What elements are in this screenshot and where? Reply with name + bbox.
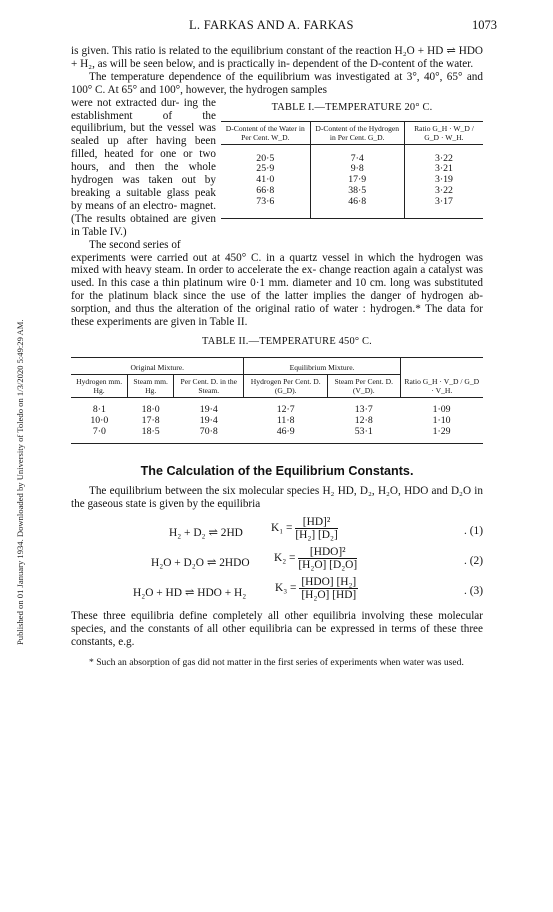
equation-1	[71, 516, 483, 546]
table-1-caption: TABLE I.—TEMPERATURE 20° C.	[271, 101, 433, 113]
equation-k-label: K₃ =	[275, 582, 297, 595]
paragraph-second-series: experiments were carried out at 450° C. in a quartz vessel in which the hydrogen was mixed with heavy steam. In order to accelerate the ex- change reaction again a catalyst was used. In this case a thin platinum wire 0·1 mm. diameter and 10 cm. long was substituted for the platinum black since the use of the latter implies the danger of hydrogen ab- sorption, and thus the alteration of the original ratio of water : hydrogen.* The data for these experiments are given in Table II.	[71, 251, 483, 329]
table-1-header-ratio: Ratio G_H · W_D / G_D · W_H.	[414, 123, 474, 142]
equation-reaction: H₂O + HD ⇌ HDO + H₂	[133, 587, 247, 600]
table-cell: 3·22	[434, 152, 453, 164]
table-2-header-eq-hydrogen: Hydrogen Per Cent. D. (G_D).	[244, 374, 327, 397]
table-cell: 38·5	[310, 186, 404, 197]
table-cell: 25·9	[256, 163, 275, 175]
table-cell: 20·5	[256, 152, 275, 164]
paragraph-second-series-start: The second series of	[89, 238, 181, 251]
section-title: The Calculation of the Equilibrium Constants.	[140, 464, 414, 479]
equation-number: . (3)	[464, 585, 483, 598]
equation-reaction: H₂O + D₂O ⇌ 2HDO	[151, 557, 250, 570]
equation-reaction: H₂ + D₂ ⇌ 2HD	[169, 527, 243, 540]
table-cell: 73·6	[256, 195, 275, 207]
download-side-note	[3, 70, 25, 650]
equation-fraction	[295, 516, 337, 541]
equation-constant	[275, 576, 358, 601]
table-cell: 12·7	[276, 403, 295, 415]
paragraph-define: These three equilibria define completely all other equilibria involving these molecular species, and the constants of all other equilibria can be expressed in terms of these three constants, e.g.	[71, 610, 483, 648]
table-cell: 19·4	[199, 403, 218, 415]
equation-3	[71, 576, 483, 606]
table-1	[221, 97, 483, 219]
table-cell: 13·7	[354, 403, 373, 415]
equation-fraction	[298, 546, 357, 571]
equation-numerator: [HDO] [H₂]	[301, 576, 357, 589]
wrapped-text-column	[71, 97, 216, 252]
footnote: * Such an absorption of gas did not matter in the first series of experiments when water was used.	[89, 656, 464, 668]
table-cell: 41·0	[256, 174, 275, 186]
table-cell: 7·4	[310, 154, 404, 165]
table-cell: 66·8	[256, 185, 275, 197]
table-row	[71, 427, 483, 438]
table-cell: 46·8	[310, 197, 404, 208]
table-2-header-ratio: Ratio G_H · V_D / G_D · V_H.	[400, 357, 483, 397]
table-2-header-eq-steam: Steam Per Cent. D. (V_D).	[327, 374, 400, 397]
table-cell: 3·21	[434, 163, 453, 175]
paragraph-ratio: is given. This ratio is related to the equilibrium constant of the reaction H₂O + HD ⇌ HDO + H₂, as will be seen below, and is practically in- dependent of the D-content of the water.	[71, 45, 483, 70]
table-2-caption: TABLE II.—TEMPERATURE 450° C.	[202, 335, 372, 347]
table-cell: 19·4	[199, 414, 218, 426]
table-cell: 10·0	[90, 414, 109, 426]
table-cell: 53·1	[354, 425, 373, 437]
table-2-group-original: Original Mixture.	[71, 357, 244, 374]
running-title: L. FARKAS AND A. FARKAS	[189, 18, 354, 32]
table-2-group-equilibrium: Equilibrium Mixture.	[289, 362, 355, 372]
wrapped-section	[71, 97, 483, 252]
table-cell: 11·8	[276, 414, 295, 426]
equation-k-label: K₁ =	[271, 522, 293, 535]
equation-constant	[271, 516, 338, 541]
table-cell: 3·22	[434, 185, 453, 197]
table-cell: 18·0	[141, 403, 160, 415]
table-cell: 1·10	[432, 414, 451, 426]
table-cell: 1·09	[432, 403, 451, 415]
table-cell: 70·8	[199, 425, 218, 437]
equation-denominator: [H₂] [D₂]	[295, 529, 338, 542]
equation-constant	[274, 546, 357, 571]
table-cell: 46·9	[276, 425, 295, 437]
table-cell: 9·8	[310, 164, 404, 175]
table-2-header-steam: Steam mm. Hg.	[128, 374, 174, 397]
paragraph-equilibrium: The equilibrium between the six molecular species H₂ HD, D₂, H₂O, HDO and D₂O in the gaseous state is given by the equilibria	[71, 485, 483, 511]
journal-page	[71, 0, 497, 668]
equation-number: . (2)	[464, 555, 483, 568]
table-cell: 8·1	[92, 403, 106, 415]
equation-fraction	[299, 576, 358, 601]
table-1-header-water: D-Content of the Water in Per Cent. W_D.	[225, 123, 305, 142]
side-note-text: Published on 01 January 1934. Downloaded by University of Toledo on 1/3/2020 5:49:29 AM.	[15, 319, 25, 645]
equation-denominator: [H₂O] [D₂O]	[298, 559, 358, 572]
equation-numerator: [HD]²	[295, 516, 337, 529]
table-2-header-steam-percent: Per Cent. D. in the Steam.	[174, 374, 244, 397]
paragraph-wrapped: were not extracted dur- ing the establishment of the equilibrium, but the vessel was sealed up after having been filled, heated for one or two hours, and then the whole hydrogen was taken out by breaking a suitable glass peak by means of an electro- magnet. (The results obtained are given in Table IV.)	[71, 96, 216, 238]
equation-number: . (1)	[464, 525, 483, 538]
table-row	[221, 197, 483, 208]
table-cell: 3·17	[434, 195, 453, 207]
equation-k-label: K₂ =	[274, 552, 296, 565]
table-cell: 18·5	[141, 425, 160, 437]
paragraph-temperature: The temperature dependence of the equilibrium was investigated at 3°, 40°, 65° and 100° C. At 65° and 100°, however, the hydrogen samples	[71, 70, 483, 96]
running-header	[71, 0, 497, 32]
table-cell: 17·9	[310, 175, 404, 186]
table-cell: 7·0	[92, 425, 106, 437]
equation-numerator: [HDO]²	[298, 546, 357, 559]
equation-2	[71, 546, 483, 576]
table-cell: 1·29	[432, 425, 451, 437]
table-cell: 17·8	[141, 414, 160, 426]
table-1-header-hydrogen: D-Content of the Hydrogen in Per Cent. G_D.	[310, 121, 404, 144]
table-row	[71, 416, 483, 427]
equation-block	[71, 516, 483, 606]
page-number: 1073	[472, 18, 497, 32]
table-cell: 12·8	[354, 414, 373, 426]
equation-denominator: [H₂O] [HD]	[301, 589, 357, 602]
table-cell: 3·19	[434, 174, 453, 186]
table-2-header-hydrogen: Hydrogen mm. Hg.	[71, 374, 128, 397]
table-2	[71, 336, 483, 444]
